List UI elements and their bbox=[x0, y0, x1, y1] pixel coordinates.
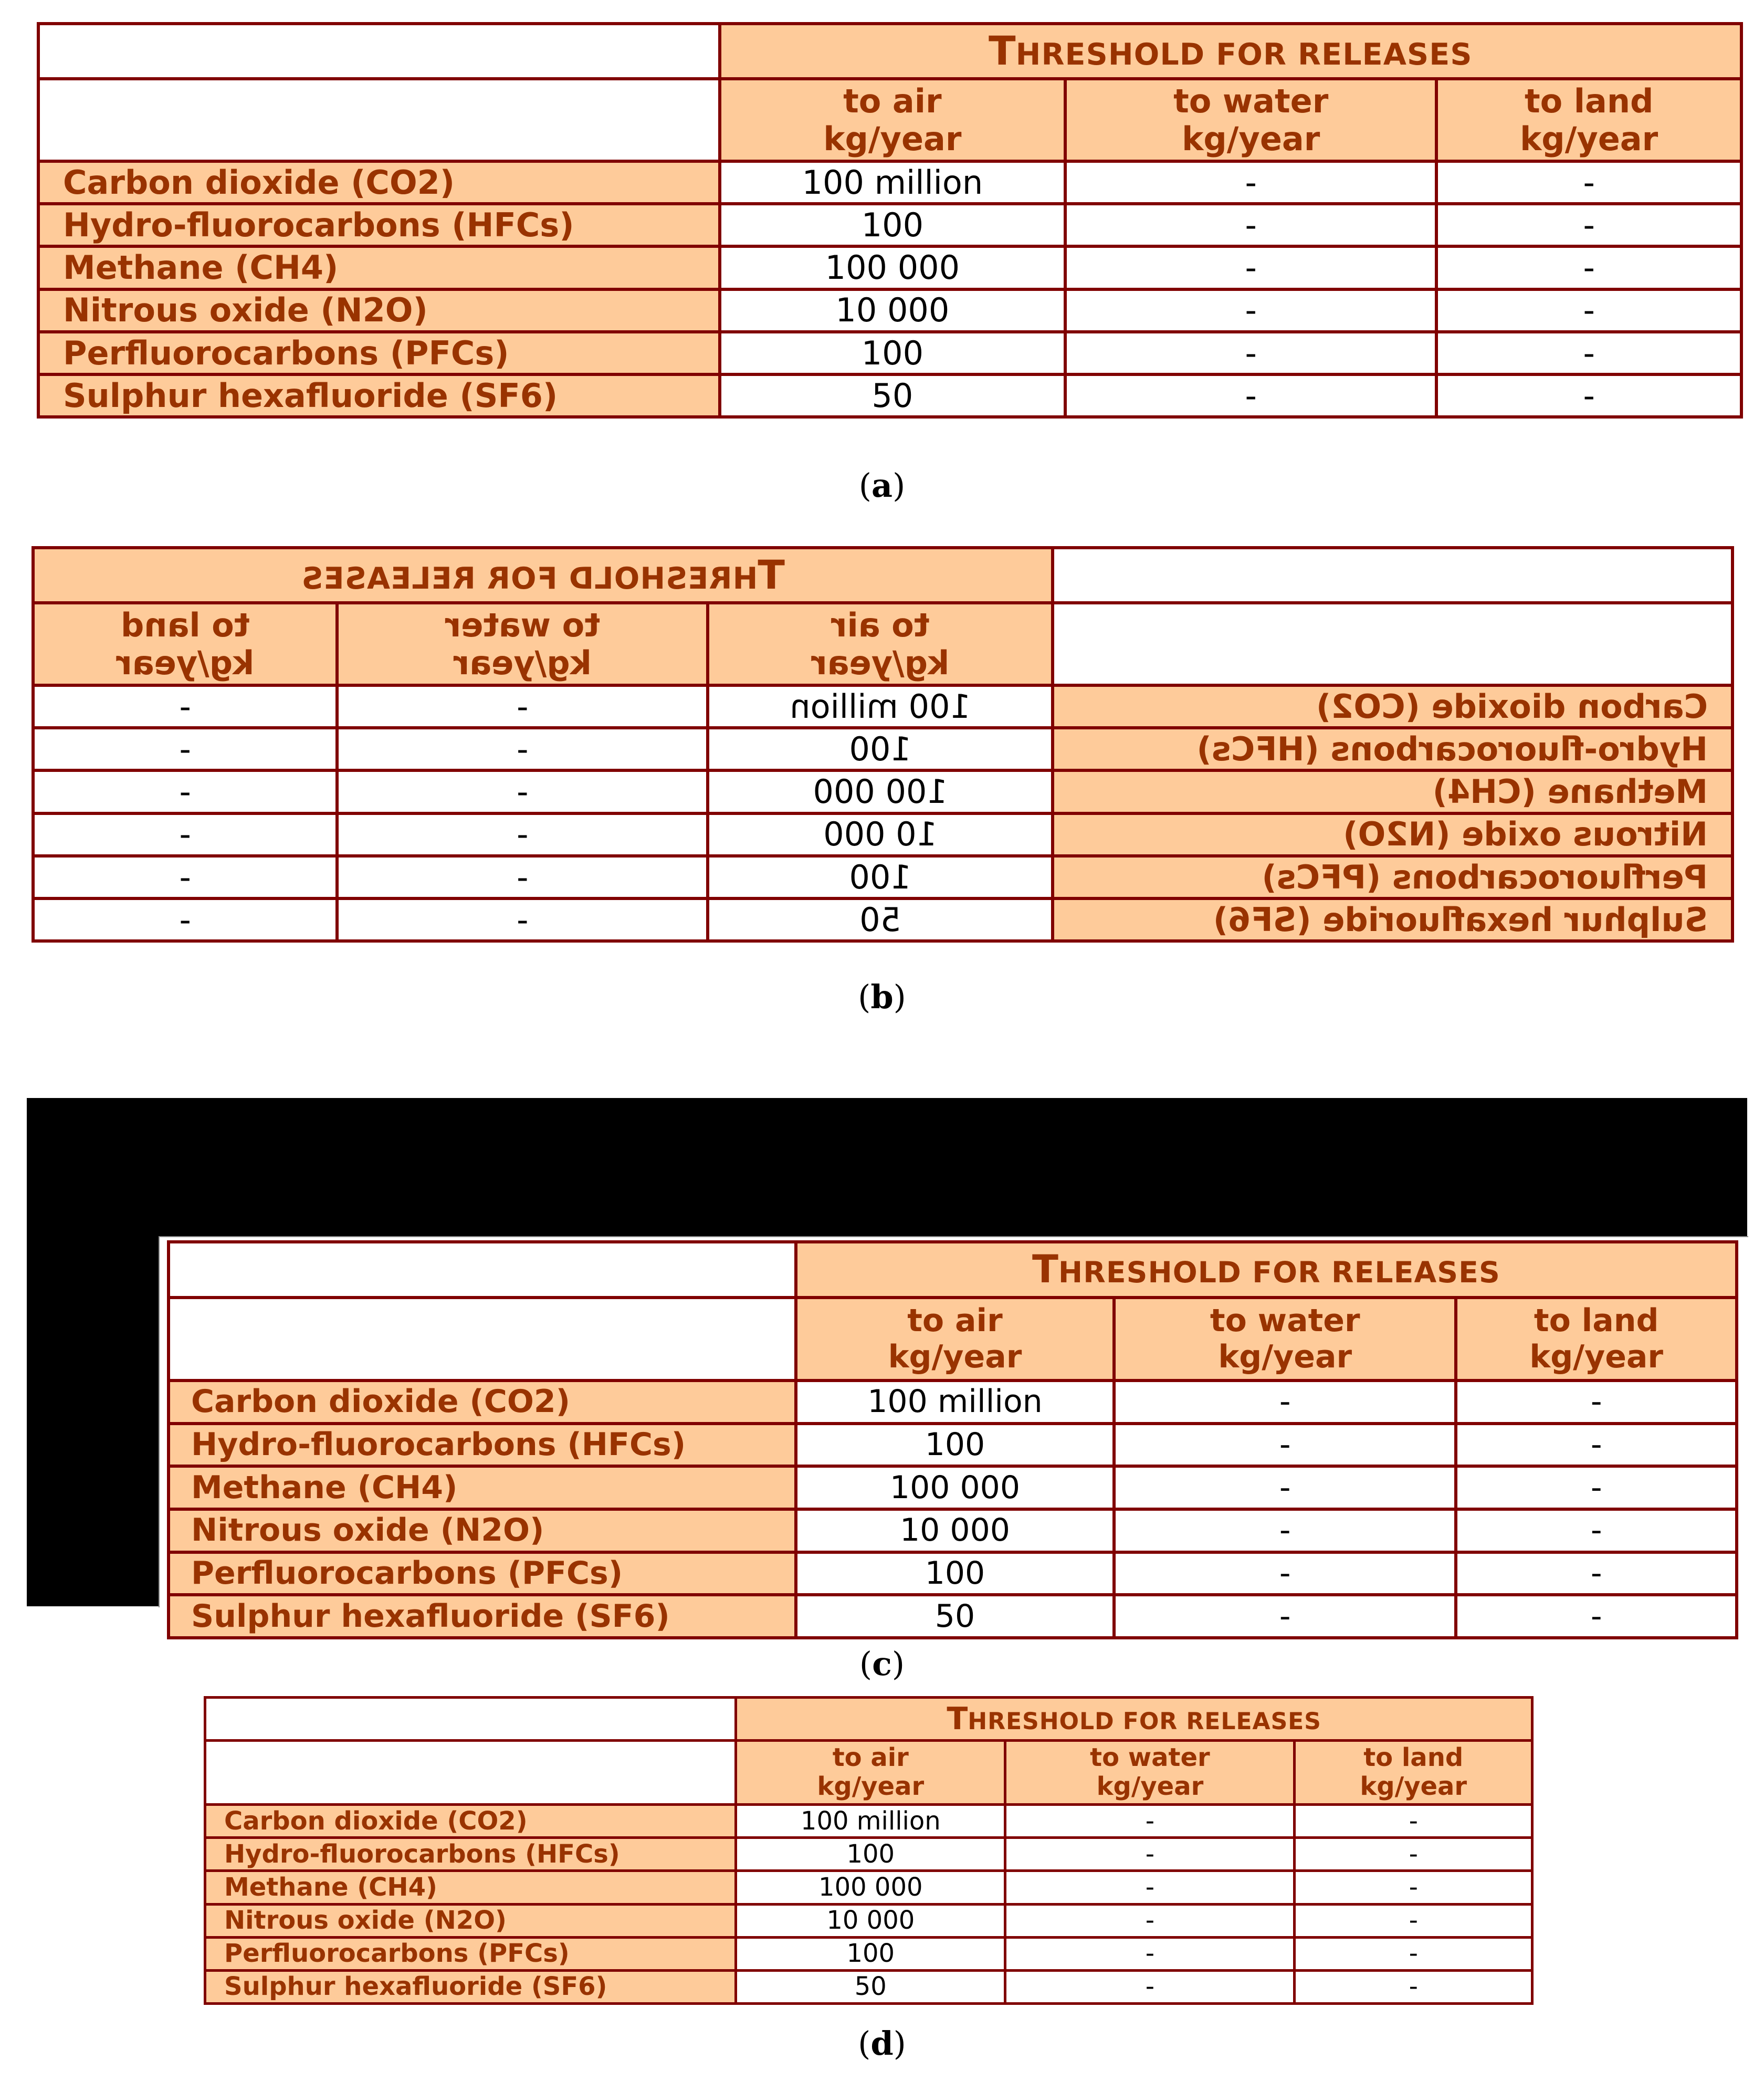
panel-a-original-table bbox=[37, 22, 1743, 419]
gas-name: Hydro-fluorocarbons (HFCs) bbox=[169, 1424, 796, 1467]
gas-name: Carbon dioxide (CO2) bbox=[205, 1805, 736, 1838]
water-threshold: - bbox=[1065, 161, 1436, 204]
water-threshold: - bbox=[1065, 246, 1436, 289]
table-row bbox=[38, 204, 1741, 246]
land-threshold: - bbox=[1295, 1805, 1532, 1838]
land-threshold: - bbox=[1456, 1424, 1737, 1467]
gas-name: Methane (CH4) bbox=[169, 1466, 796, 1509]
gas-name: Sulphur hexafluoride (SF6) bbox=[38, 374, 720, 417]
gas-name: Perfluorocarbons (PFCs) bbox=[169, 1552, 796, 1595]
column-header-land: to land kg/year bbox=[33, 603, 337, 685]
air-threshold: 100 bbox=[736, 1937, 1005, 1970]
land-threshold: - bbox=[1436, 204, 1741, 246]
air-threshold: 100 bbox=[708, 856, 1053, 898]
water-threshold: - bbox=[1065, 374, 1436, 417]
air-threshold: 10 000 bbox=[708, 813, 1053, 856]
water-threshold: - bbox=[1065, 332, 1436, 374]
table-row bbox=[33, 770, 1732, 813]
land-threshold: - bbox=[1295, 1970, 1532, 2003]
table-row bbox=[205, 1937, 1532, 1970]
gas-name: Methane (CH4) bbox=[205, 1871, 736, 1904]
water-threshold: - bbox=[1114, 1424, 1456, 1467]
air-threshold: 10 000 bbox=[796, 1509, 1114, 1552]
gas-name: Nitrous oxide (N2O) bbox=[38, 289, 720, 332]
corner-cell bbox=[169, 1298, 796, 1381]
land-threshold: - bbox=[1456, 1381, 1737, 1424]
gas-name: Nitrous oxide (N2O) bbox=[1053, 813, 1732, 856]
air-threshold: 10 000 bbox=[720, 289, 1066, 332]
corner-cell bbox=[205, 1698, 736, 1741]
land-threshold: - bbox=[1295, 1904, 1532, 1937]
table-row bbox=[169, 1466, 1737, 1509]
panel-c-visible-region bbox=[159, 1236, 1748, 1635]
air-threshold: 100 bbox=[720, 204, 1066, 246]
gas-name: Nitrous oxide (N2O) bbox=[205, 1904, 736, 1937]
water-threshold: - bbox=[1114, 1381, 1456, 1424]
table-row bbox=[38, 332, 1741, 374]
air-threshold: 50 bbox=[796, 1595, 1114, 1638]
water-threshold: - bbox=[1114, 1466, 1456, 1509]
air-threshold: 100 bbox=[796, 1424, 1114, 1467]
gas-name: Sulphur hexafluoride (SF6) bbox=[169, 1595, 796, 1638]
air-threshold: 50 bbox=[708, 898, 1053, 941]
land-threshold: - bbox=[33, 813, 337, 856]
table-row bbox=[38, 161, 1741, 204]
gas-name: Perfluorocarbons (PFCs) bbox=[205, 1937, 736, 1970]
gas-name: Sulphur hexafluoride (SF6) bbox=[1053, 898, 1732, 941]
water-threshold: - bbox=[337, 813, 708, 856]
table-row bbox=[169, 1381, 1737, 1424]
air-threshold: 100 bbox=[720, 332, 1066, 374]
panel-d-scaled-table bbox=[204, 1696, 1534, 2005]
table-row bbox=[169, 1595, 1737, 1638]
table-row bbox=[33, 813, 1732, 856]
air-threshold: 100 000 bbox=[708, 770, 1053, 813]
gas-name: Sulphur hexafluoride (SF6) bbox=[205, 1970, 736, 2003]
corner-cell bbox=[205, 1740, 736, 1804]
water-threshold: - bbox=[1005, 1805, 1295, 1838]
column-header-air: to air kg/year bbox=[796, 1298, 1114, 1381]
group-header-threshold: THRESHOLD FOR RELEASES bbox=[720, 24, 1741, 79]
land-threshold: - bbox=[1436, 161, 1741, 204]
land-threshold: - bbox=[1456, 1466, 1737, 1509]
air-threshold: 100 000 bbox=[720, 246, 1066, 289]
land-threshold: - bbox=[1436, 332, 1741, 374]
table-row bbox=[33, 898, 1732, 941]
water-threshold: - bbox=[337, 728, 708, 770]
corner-cell bbox=[169, 1242, 796, 1298]
panel-b-mirrored-table bbox=[32, 546, 1734, 943]
threshold-table bbox=[167, 1240, 1738, 1639]
land-threshold: - bbox=[1295, 1838, 1532, 1871]
corner-cell bbox=[1053, 548, 1732, 603]
gas-name: Hydro-fluorocarbons (HFCs) bbox=[38, 204, 720, 246]
column-header-water: to water kg/year bbox=[1005, 1740, 1295, 1804]
group-header-threshold: THRESHOLD FOR RELEASES bbox=[736, 1698, 1532, 1741]
gas-name: Methane (CH4) bbox=[38, 246, 720, 289]
gas-name: Hydro-fluorocarbons (HFCs) bbox=[205, 1838, 736, 1871]
table-row bbox=[38, 289, 1741, 332]
water-threshold: - bbox=[1005, 1871, 1295, 1904]
water-threshold: - bbox=[1005, 1970, 1295, 2003]
water-threshold: - bbox=[337, 856, 708, 898]
air-threshold: 50 bbox=[720, 374, 1066, 417]
corner-cell bbox=[38, 79, 720, 161]
water-threshold: - bbox=[337, 898, 708, 941]
table-row bbox=[169, 1424, 1737, 1467]
column-header-land: to land kg/year bbox=[1295, 1740, 1532, 1804]
threshold-table bbox=[37, 22, 1743, 419]
water-threshold: - bbox=[337, 685, 708, 728]
table-row bbox=[205, 1805, 1532, 1838]
water-threshold: - bbox=[1065, 289, 1436, 332]
column-header-land: to land kg/year bbox=[1436, 79, 1741, 161]
caption-b: (b) bbox=[858, 978, 906, 1016]
column-header-water: to water kg/year bbox=[337, 603, 708, 685]
air-threshold: 100 million bbox=[708, 685, 1053, 728]
gas-name: Methane (CH4) bbox=[1053, 770, 1732, 813]
threshold-table bbox=[32, 546, 1734, 943]
land-threshold: - bbox=[33, 685, 337, 728]
water-threshold: - bbox=[1114, 1595, 1456, 1638]
corner-cell bbox=[38, 24, 720, 79]
gas-name: Carbon dioxide (CO2) bbox=[1053, 685, 1732, 728]
land-threshold: - bbox=[1456, 1595, 1737, 1638]
column-header-air: to air kg/year bbox=[708, 603, 1053, 685]
group-header-threshold: THRESHOLD FOR RELEASES bbox=[33, 548, 1053, 603]
air-threshold: 100 bbox=[736, 1838, 1005, 1871]
table-row bbox=[169, 1509, 1737, 1552]
gas-name: Carbon dioxide (CO2) bbox=[169, 1381, 796, 1424]
gas-name: Perfluorocarbons (PFCs) bbox=[38, 332, 720, 374]
water-threshold: - bbox=[1114, 1509, 1456, 1552]
table-row bbox=[33, 856, 1732, 898]
land-threshold: - bbox=[33, 770, 337, 813]
group-header-threshold: THRESHOLD FOR RELEASES bbox=[796, 1242, 1737, 1298]
land-threshold: - bbox=[1436, 289, 1741, 332]
corner-cell bbox=[1053, 603, 1732, 685]
air-threshold: 10 000 bbox=[736, 1904, 1005, 1937]
land-threshold: - bbox=[1456, 1509, 1737, 1552]
caption-d: (d) bbox=[858, 2024, 906, 2063]
air-threshold: 50 bbox=[736, 1970, 1005, 2003]
threshold-table bbox=[204, 1696, 1534, 2005]
land-threshold: - bbox=[1456, 1552, 1737, 1595]
land-threshold: - bbox=[33, 728, 337, 770]
water-threshold: - bbox=[1005, 1904, 1295, 1937]
panel-c-shifted-table bbox=[167, 1240, 1738, 1639]
air-threshold: 100 bbox=[708, 728, 1053, 770]
gas-name: Perfluorocarbons (PFCs) bbox=[1053, 856, 1732, 898]
table-row bbox=[205, 1970, 1532, 2003]
column-header-land: to land kg/year bbox=[1456, 1298, 1737, 1381]
table-row bbox=[205, 1871, 1532, 1904]
land-threshold: - bbox=[1436, 374, 1741, 417]
column-header-air: to air kg/year bbox=[720, 79, 1066, 161]
air-threshold: 100 000 bbox=[796, 1466, 1114, 1509]
land-threshold: - bbox=[33, 898, 337, 941]
table-row bbox=[205, 1904, 1532, 1937]
water-threshold: - bbox=[1065, 204, 1436, 246]
panel-c-occluder bbox=[27, 1098, 1747, 1635]
water-threshold: - bbox=[1114, 1552, 1456, 1595]
land-threshold: - bbox=[1436, 246, 1741, 289]
water-threshold: - bbox=[1005, 1838, 1295, 1871]
table-row bbox=[38, 246, 1741, 289]
gas-name: Hydro-fluorocarbons (HFCs) bbox=[1053, 728, 1732, 770]
air-threshold: 100 000 bbox=[736, 1871, 1005, 1904]
table-row bbox=[38, 374, 1741, 417]
air-threshold: 100 bbox=[796, 1552, 1114, 1595]
column-header-air: to air kg/year bbox=[736, 1740, 1005, 1804]
caption-a: (a) bbox=[858, 466, 906, 505]
table-row bbox=[33, 728, 1732, 770]
water-threshold: - bbox=[337, 770, 708, 813]
gas-name: Carbon dioxide (CO2) bbox=[38, 161, 720, 204]
caption-c: (c) bbox=[859, 1645, 905, 1683]
land-threshold: - bbox=[1295, 1937, 1532, 1970]
air-threshold: 100 million bbox=[720, 161, 1066, 204]
column-header-water: to water kg/year bbox=[1114, 1298, 1456, 1381]
land-threshold: - bbox=[1295, 1871, 1532, 1904]
land-threshold: - bbox=[33, 856, 337, 898]
table-row bbox=[169, 1552, 1737, 1595]
table-row bbox=[205, 1838, 1532, 1871]
air-threshold: 100 million bbox=[796, 1381, 1114, 1424]
table-row bbox=[33, 685, 1732, 728]
column-header-water: to water kg/year bbox=[1065, 79, 1436, 161]
water-threshold: - bbox=[1005, 1937, 1295, 1970]
air-threshold: 100 million bbox=[736, 1805, 1005, 1838]
gas-name: Nitrous oxide (N2O) bbox=[169, 1509, 796, 1552]
